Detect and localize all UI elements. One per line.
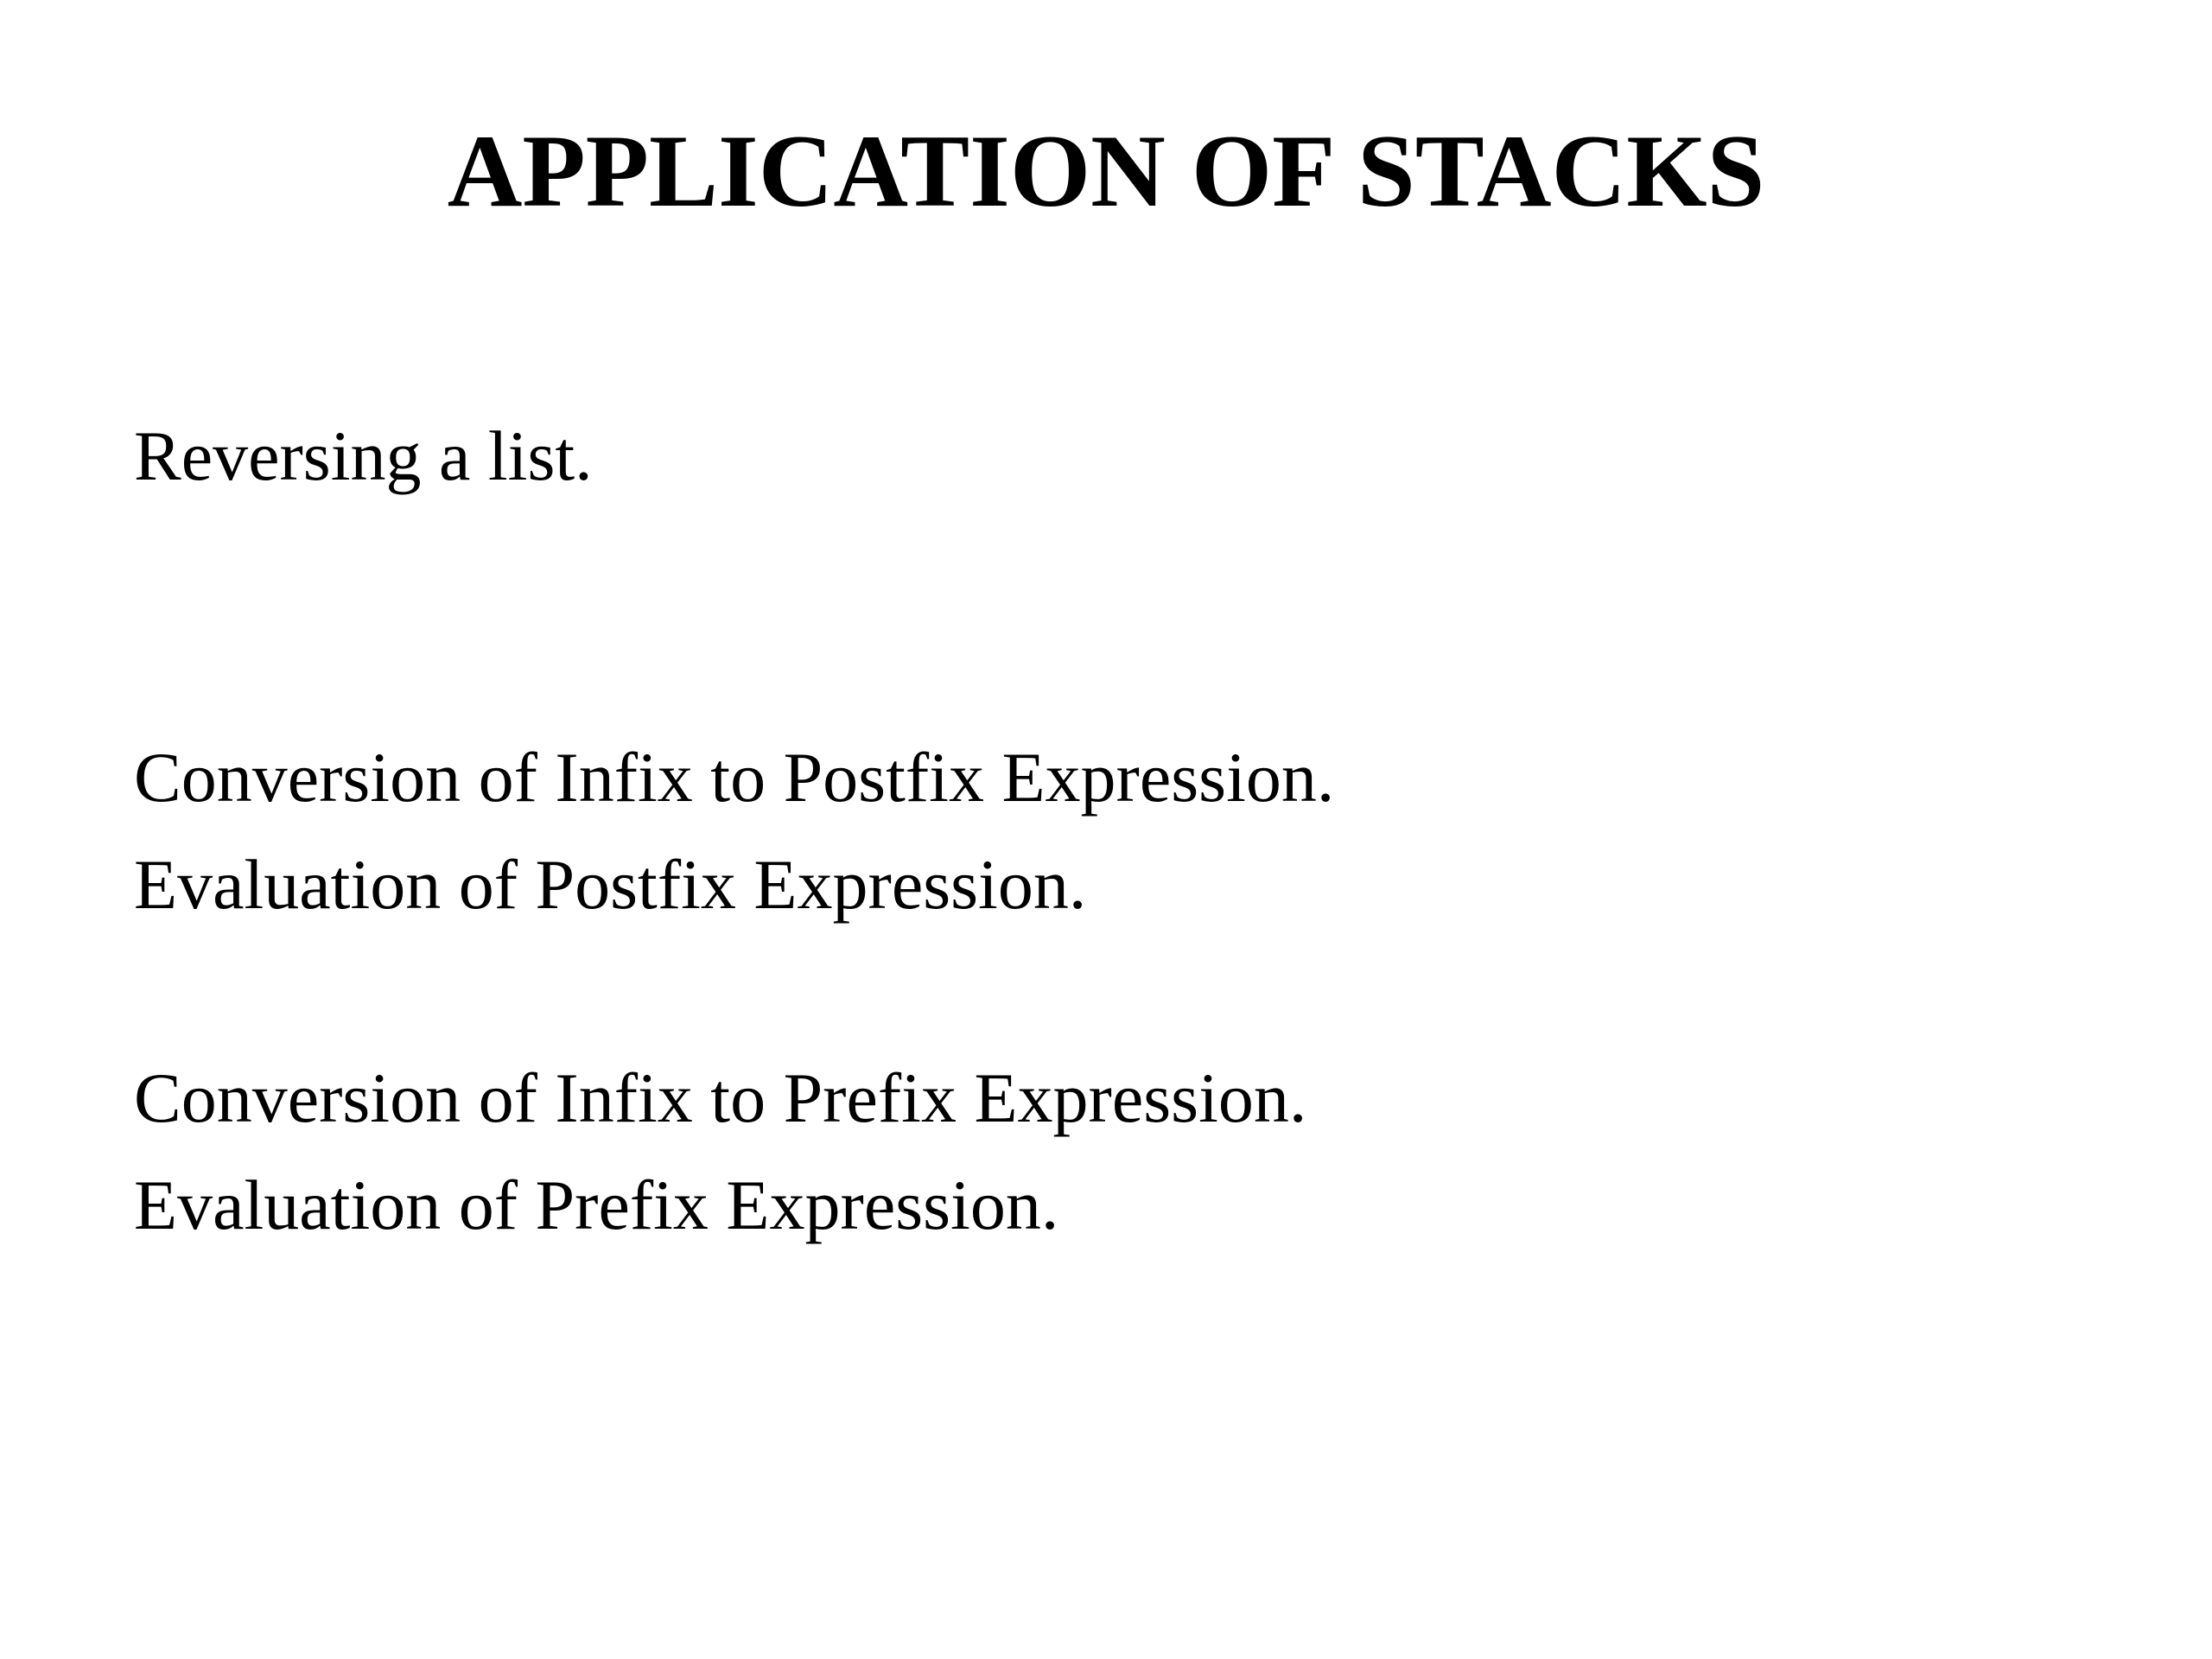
list-item-eval-prefix: Evaluation of Prefix Expression. [134,1166,1059,1244]
list-item-eval-postfix: Evaluation of Postfix Expression. [134,845,1087,924]
slide-title: APPLICATION OF STACKS [447,113,1765,228]
list-item-infix-to-prefix: Conversion of Infix to Prefix Expression. [134,1058,1307,1137]
list-item-reversing: Reversing a list. [134,416,593,495]
list-item-infix-to-postfix: Conversion of Infix to Postfix Expression. [134,738,1335,817]
